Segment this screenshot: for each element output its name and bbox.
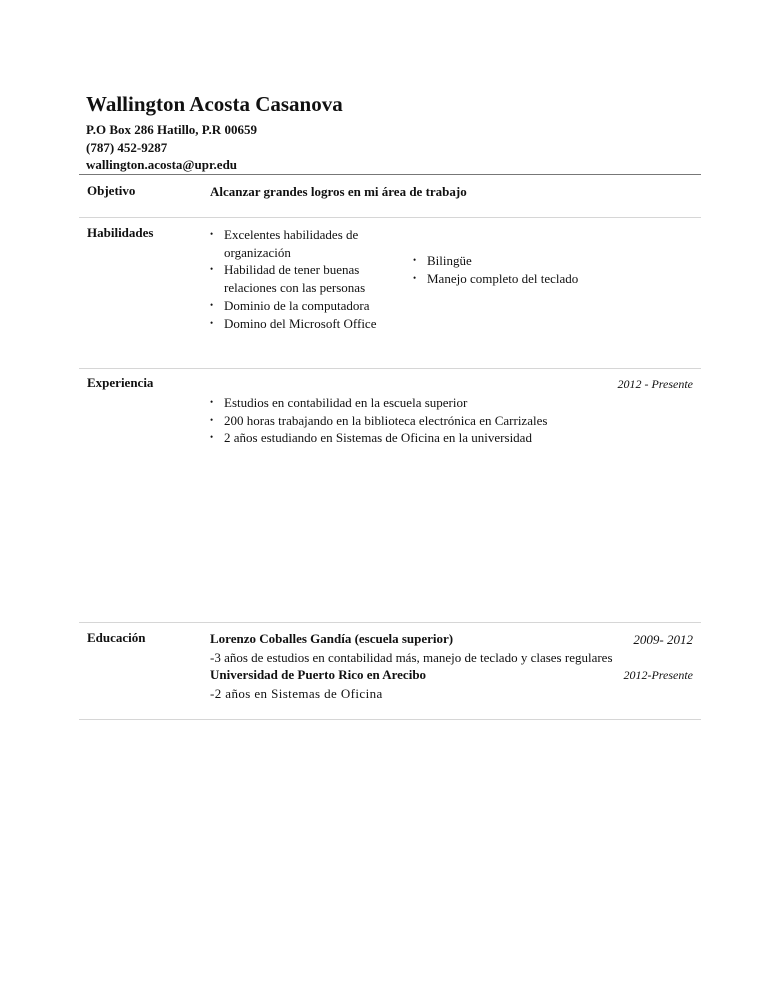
- section-divider: [79, 217, 701, 218]
- experience-item: • 200 horas trabajando en la biblioteca electrónica en Carrizales: [210, 412, 680, 430]
- section-label-experiencia: Experiencia: [87, 375, 154, 390]
- experience-list: [210, 394, 680, 447]
- objective-text: Alcanzar grandes logros en mi área de trabajo: [210, 184, 467, 199]
- school-name: Lorenzo Coballes Gandía (escuela superior): [210, 631, 454, 646]
- email-line: wallington.acosta@upr.edu: [86, 157, 238, 172]
- skills-list-primary: [210, 226, 402, 332]
- header-divider: [79, 174, 701, 175]
- skill-item: • Manejo completo del teclado: [413, 270, 623, 288]
- section-divider: [79, 719, 701, 720]
- skill-item: • Excelentes habilidades de organización: [210, 226, 402, 261]
- school-date: 2009- 2012: [633, 632, 693, 647]
- school-detail: -2 años en Sistemas de Oficina: [210, 686, 383, 701]
- experience-date: 2012 - Presente: [617, 377, 693, 391]
- experience-item: • 2 años estudiando en Sistemas de Oficina en la universidad: [210, 429, 680, 447]
- school-detail: -3 años de estudios en contabilidad más, manejo de teclado y clases regulares: [210, 650, 613, 665]
- skill-item: • Bilingüe: [413, 252, 623, 270]
- section-label-objetivo: Objetivo: [87, 183, 136, 198]
- skills-list-secondary: [413, 252, 623, 287]
- section-label-habilidades: Habilidades: [87, 225, 154, 240]
- phone-line: (787) 452-9287: [86, 140, 168, 155]
- resume-name: Wallington Acosta Casanova: [86, 92, 343, 116]
- section-divider: [79, 622, 701, 623]
- experience-item: • Estudios en contabilidad en la escuela superior: [210, 394, 680, 412]
- school-date: 2012-Presente: [623, 668, 693, 682]
- section-divider: [79, 368, 701, 369]
- address-line: P.O Box 286 Hatillo, P.R 00659: [86, 122, 257, 137]
- skill-item: • Dominio de la computadora: [210, 297, 402, 315]
- skill-item: • Habilidad de tener buenas relaciones con las personas: [210, 261, 402, 296]
- section-label-educacion: Educación: [87, 630, 146, 645]
- skill-item: • Domino del Microsoft Office: [210, 315, 402, 333]
- school-name: Universidad de Puerto Rico en Arecibo: [210, 667, 427, 682]
